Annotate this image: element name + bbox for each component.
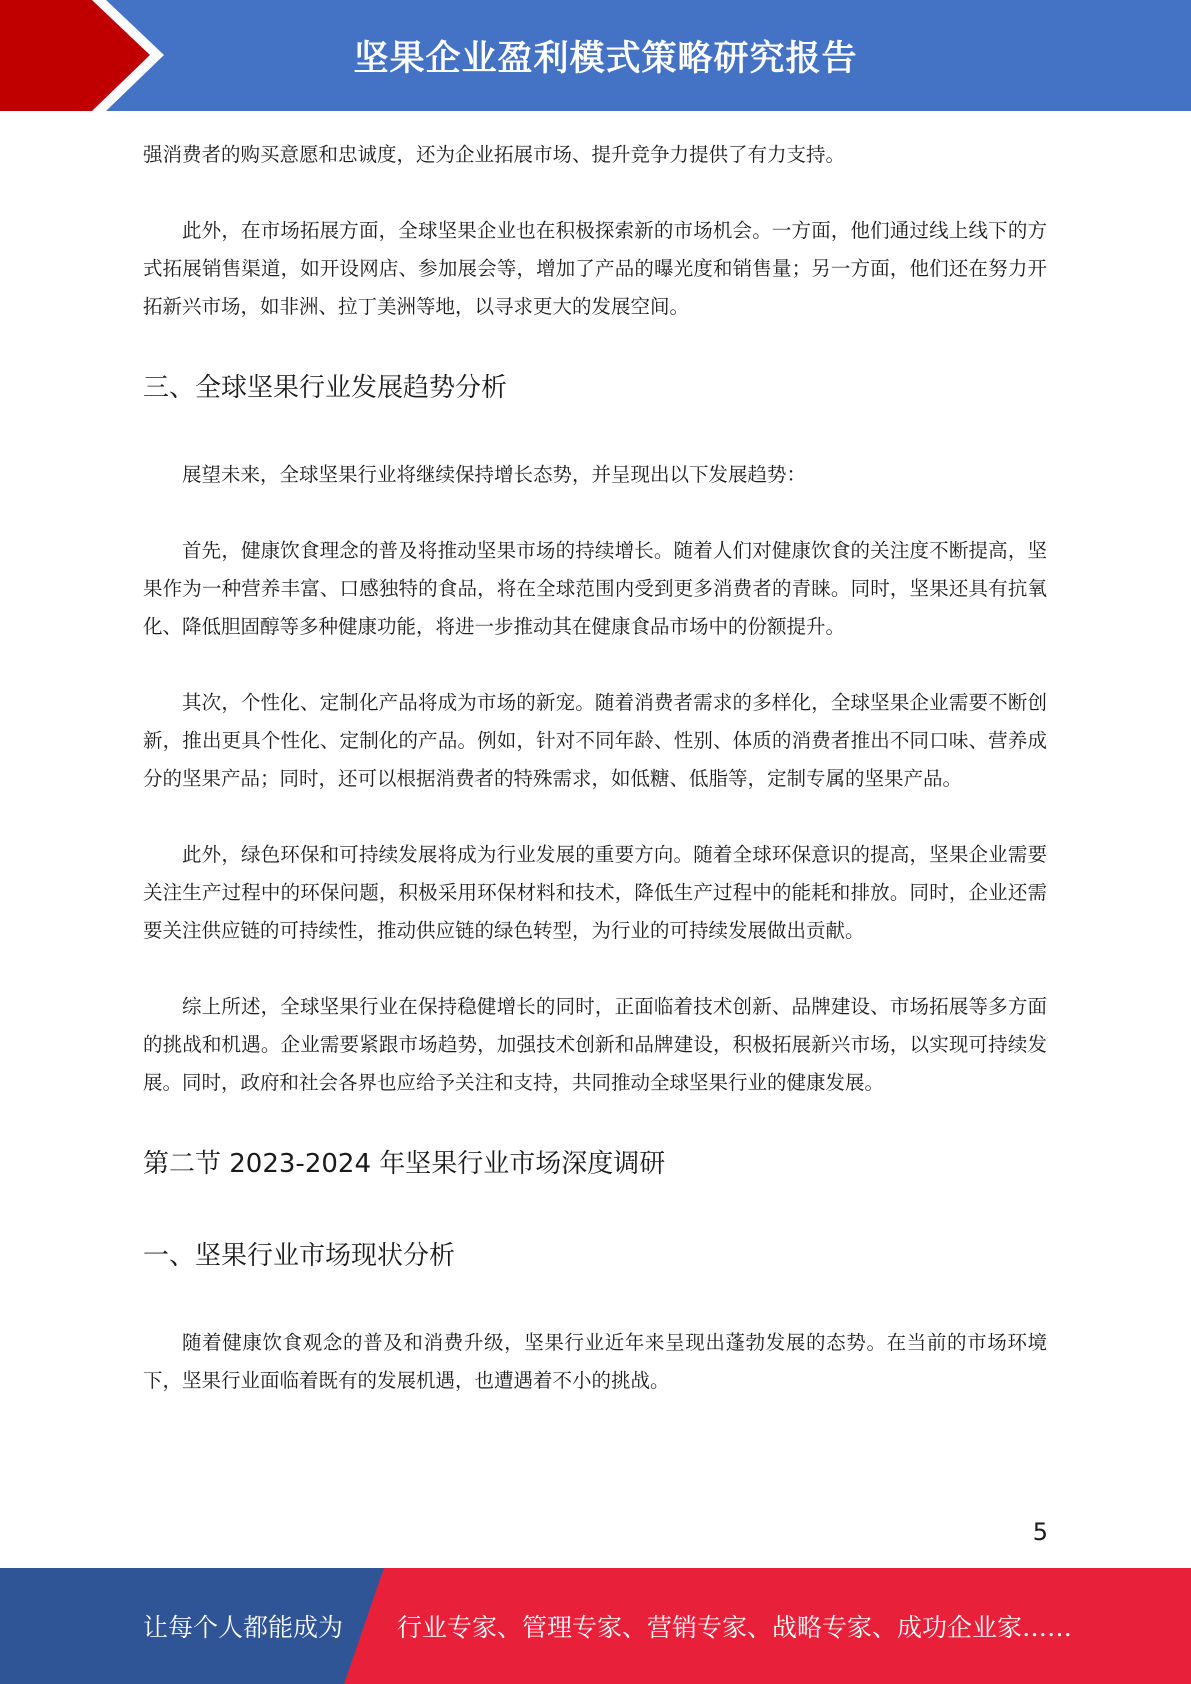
paragraph-2: 此外，在市场拓展方面，全球坚果企业也在积极探索新的市场机会。一方面，他们通过线上线下的方式拓展销售渠道，如开设网店、参加展会等，增加了产品的曝光度和销售量；另一方面，他们还在努力开拓新兴市场，如非洲、拉丁美洲等地，以寻求更大的发展空间。 — [143, 219, 1047, 318]
section-heading-global-trends: 三、全球坚果行业发展趋势分析 — [143, 373, 508, 403]
paragraph-5: 其次，个性化、定制化产品将成为市场的新宠。随着消费者需求的多样化，全球坚果企业需要不断创新，推出更具个性化、定制化的产品。例如，针对不同年龄、性别、体质的消费者推出不同口味、营养成分的坚果产品；同时，还可以根据消费者的特殊需求，如低糖、低脂等，定制专属的坚果产品。 — [143, 691, 1047, 790]
section-heading-market-status: 一、坚果行业市场现状分析 — [143, 1241, 456, 1271]
section-heading-2023-2024: 第二节 2023-2024 年坚果行业市场深度调研 — [143, 1149, 666, 1179]
report-title: 坚果企业盈利模式策略研究报告 — [353, 38, 858, 79]
footer-slogan-right: 行业专家、管理专家、营销专家、战略专家、成功企业家…… — [397, 1613, 1073, 1642]
page-number: 5 — [1032, 1518, 1048, 1546]
footer-slogan-left: 让每个人都能成为 — [143, 1613, 344, 1642]
paragraph-8: 随着健康饮食观念的普及和消费升级，坚果行业近年来呈现出蓬勃发展的态势。在当前的市场环境下，坚果行业面临着既有的发展机遇，也遭遇着不小的挑战。 — [143, 1331, 1047, 1392]
paragraph-7: 综上所述，全球坚果行业在保持稳健增长的同时，正面临着技术创新、品牌建设、市场拓展等多方面的挑战和机遇。企业需要紧跟市场趋势，加强技术创新和品牌建设，积极拓展新兴市场，以实现可持续发展。同时，政府和社会各界也应给予关注和支持，共同推动全球坚果行业的健康发展。 — [143, 995, 1047, 1094]
page-footer — [0, 1568, 1191, 1684]
paragraph-6: 此外，绿色环保和可持续发展将成为行业发展的重要方向。随着全球环保意识的提高，坚果企业需要关注生产过程中的环保问题，积极采用环保材料和技术，降低生产过程中的能耗和排放。同时，企业还需要关注供应链的可持续性，推动供应链的绿色转型，为行业的可持续发展做出贡献。 — [143, 843, 1047, 942]
page-content — [143, 130, 1047, 1400]
page-header — [0, 0, 1191, 111]
paragraph-4: 首先，健康饮食理念的普及将推动坚果市场的持续增长。随着人们对健康饮食的关注度不断提高，坚果作为一种营养丰富、口感独特的食品，将在全球范围内受到更多消费者的青睐。同时，坚果还具有抗氧化、降低胆固醇等多种健康功能，将进一步推动其在健康食品市场中的份额提升。 — [143, 539, 1047, 638]
paragraph-1: 强消费者的购买意愿和忠诚度，还为企业拓展市场、提升竞争力提供了有力支持。 — [143, 143, 846, 166]
paragraph-3: 展望未来，全球坚果行业将继续保持增长态势，并呈现出以下发展趋势： — [182, 463, 807, 486]
